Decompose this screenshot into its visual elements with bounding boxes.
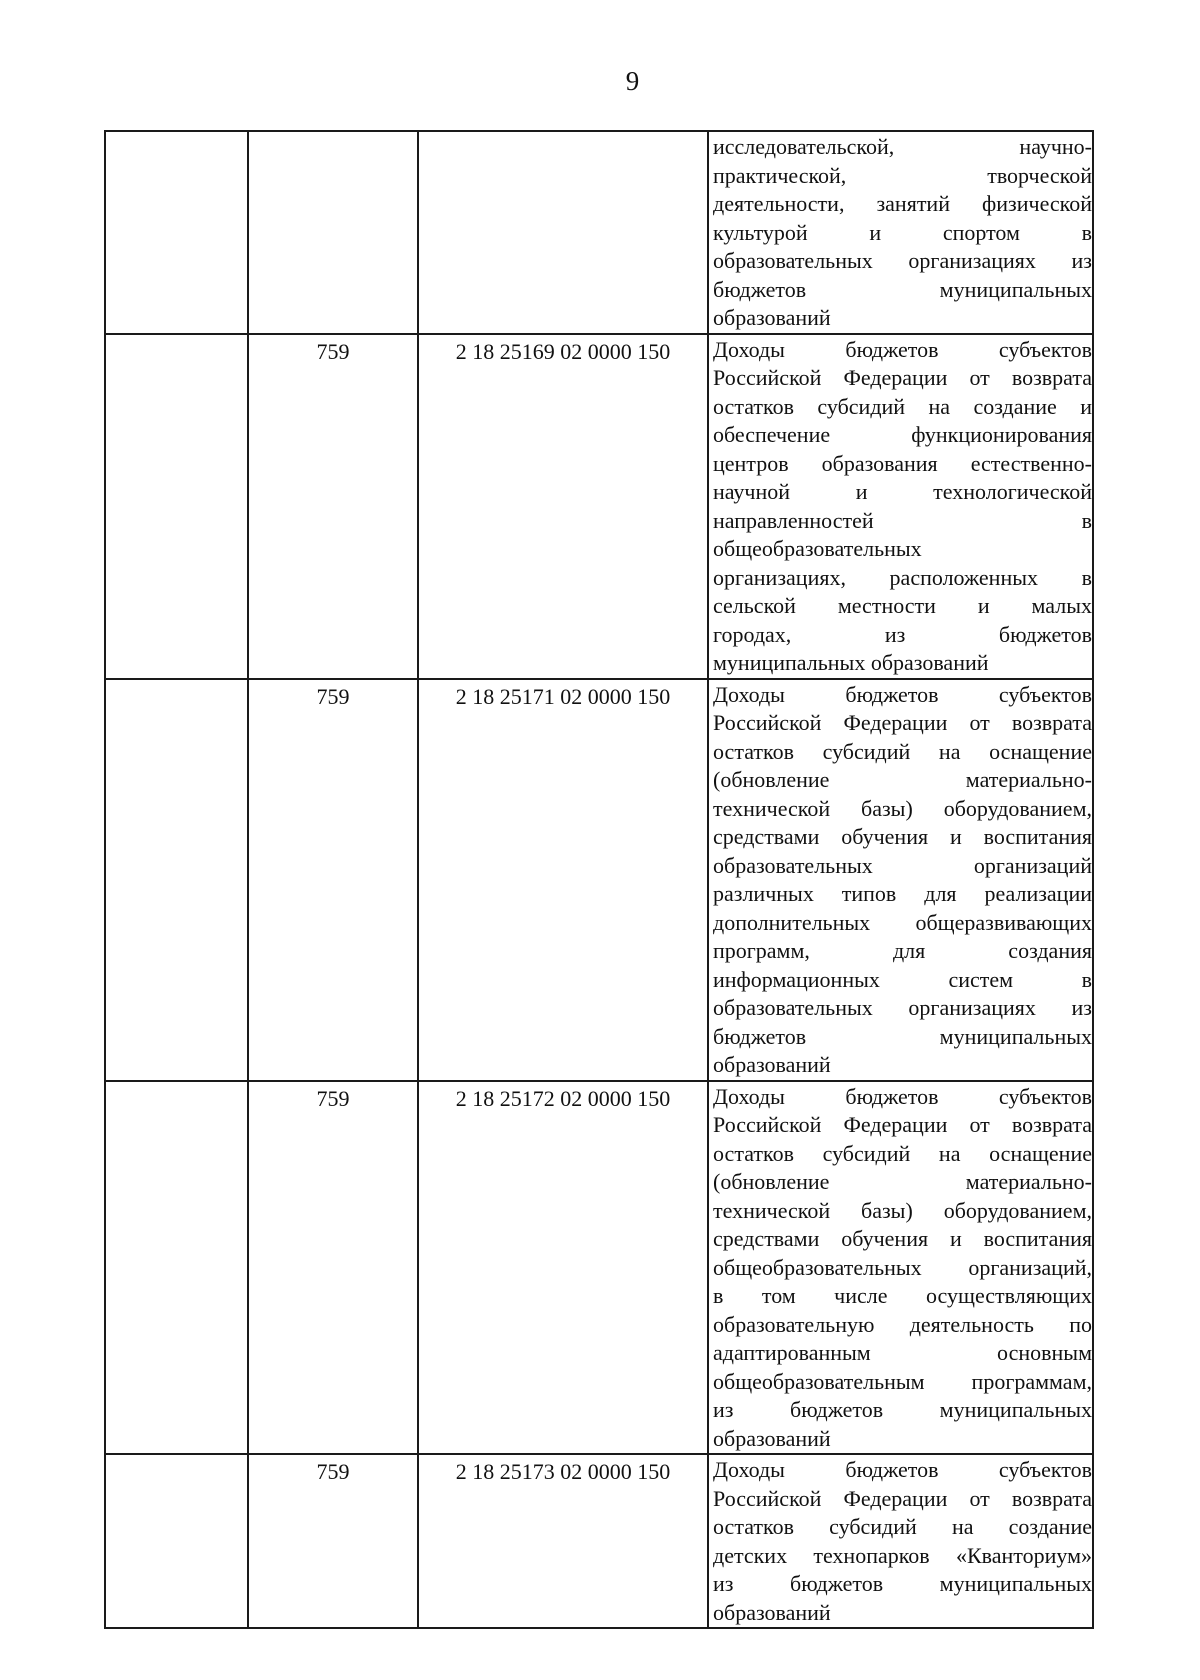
description-line: Доходы бюджетов субъектов [713, 336, 1092, 362]
description-line: исследовательской, научно- [713, 134, 1092, 159]
description-line: образовательных организациях из [713, 248, 1092, 273]
description-line: (обновление материально- [713, 767, 1092, 792]
empty-cell [105, 679, 248, 1081]
description-line: образований [713, 1052, 831, 1077]
description-line: организациях, расположенных в [713, 564, 1092, 590]
description-line: общеобразовательных организаций, [713, 1254, 1092, 1280]
description-cell [708, 1454, 1093, 1628]
admin-code-cell: 759 [248, 1454, 418, 1628]
description-line: центров образования естественно- [713, 450, 1092, 476]
description-line: направленностей в [713, 507, 1092, 533]
description-line: технической базы) оборудованием, [713, 795, 1092, 821]
description-cell [708, 679, 1093, 1081]
description-line: из бюджетов муниципальных [713, 1397, 1092, 1422]
table-row [105, 679, 1093, 1081]
description-line: образовательных организациях из [713, 995, 1092, 1020]
description-line: из бюджетов муниципальных [713, 1571, 1092, 1596]
description-line: Российской Федерации от возврата [713, 1112, 1092, 1137]
admin-code-cell [248, 131, 418, 334]
description-line: сельской местности и малых [713, 593, 1092, 618]
table-body [105, 131, 1093, 1628]
kbk-code-cell: 2 18 25169 02 0000 150 [418, 334, 708, 679]
description-line: научной и технологической [713, 479, 1092, 504]
kbk-code-cell: 2 18 25173 02 0000 150 [418, 1454, 708, 1628]
description-line: обеспечение функционирования [713, 422, 1092, 447]
description-line: остатков субсидий на создание [713, 1514, 1092, 1539]
description-line: общеобразовательных [713, 536, 922, 561]
description-line: адаптированным основным [713, 1340, 1092, 1365]
admin-code-cell: 759 [248, 334, 418, 679]
description-line: образований [713, 305, 831, 330]
table-row [105, 1454, 1093, 1628]
kbk-code-cell [418, 131, 708, 334]
table-row [105, 334, 1093, 679]
description-line: образований [713, 1599, 831, 1625]
description-line: практической, творческой [713, 162, 1092, 188]
description-line: бюджетов муниципальных [713, 1023, 1092, 1049]
admin-code-cell: 759 [248, 679, 418, 1081]
empty-cell [105, 1081, 248, 1455]
description-line: образовательных организаций [713, 852, 1092, 878]
kbk-code-cell: 2 18 25172 02 0000 150 [418, 1081, 708, 1455]
description-line: программ, для создания [713, 938, 1092, 963]
description-line: Российской Федерации от возврата [713, 365, 1092, 390]
description-line: средствами обучения и воспитания [713, 1226, 1092, 1251]
description-line: Российской Федерации от возврата [713, 710, 1092, 735]
empty-cell [105, 1454, 248, 1628]
description-line: детских технопарков «Кванториум» [713, 1542, 1092, 1568]
empty-cell [105, 131, 248, 334]
description-line: Доходы бюджетов субъектов [713, 681, 1092, 707]
description-line: технической базы) оборудованием, [713, 1197, 1092, 1223]
description-line: муниципальных образований [713, 650, 989, 675]
empty-cell [105, 334, 248, 679]
description-line: Доходы бюджетов субъектов [713, 1083, 1092, 1109]
admin-code-cell: 759 [248, 1081, 418, 1455]
description-line: Российской Федерации от возврата [713, 1485, 1092, 1511]
description-line: остатков субсидий на оснащение [713, 1140, 1092, 1166]
description-cell [708, 1081, 1093, 1455]
description-line: общеобразовательным программам, [713, 1368, 1092, 1394]
page-number: 9 [625, 66, 640, 96]
description-line: образовательную деятельность по [713, 1311, 1092, 1337]
description-line: культурой и спортом в [713, 219, 1092, 245]
description-cell [708, 334, 1093, 679]
description-line: деятельности, занятий физической [713, 191, 1092, 216]
description-line: Доходы бюджетов субъектов [713, 1457, 1092, 1482]
description-line: различных типов для реализации [713, 881, 1092, 906]
description-line: дополнительных общеразвивающих [713, 909, 1092, 935]
description-cell [708, 131, 1093, 334]
kbk-code-cell: 2 18 25171 02 0000 150 [418, 679, 708, 1081]
description-line: (обновление материально- [713, 1169, 1092, 1194]
table-row [105, 1081, 1093, 1455]
description-line: образований [713, 1425, 831, 1451]
description-line: городах, из бюджетов [713, 621, 1092, 647]
description-line: остатков субсидий на оснащение [713, 738, 1092, 764]
description-line: бюджетов муниципальных [713, 276, 1092, 302]
description-line: в том числе осуществляющих [713, 1283, 1092, 1308]
description-line: информационных систем в [713, 966, 1092, 992]
description-line: остатков субсидий на создание и [713, 393, 1092, 419]
table-row [105, 131, 1093, 334]
description-line: средствами обучения и воспитания [713, 824, 1092, 849]
budget-revenue-table [104, 130, 1094, 1629]
